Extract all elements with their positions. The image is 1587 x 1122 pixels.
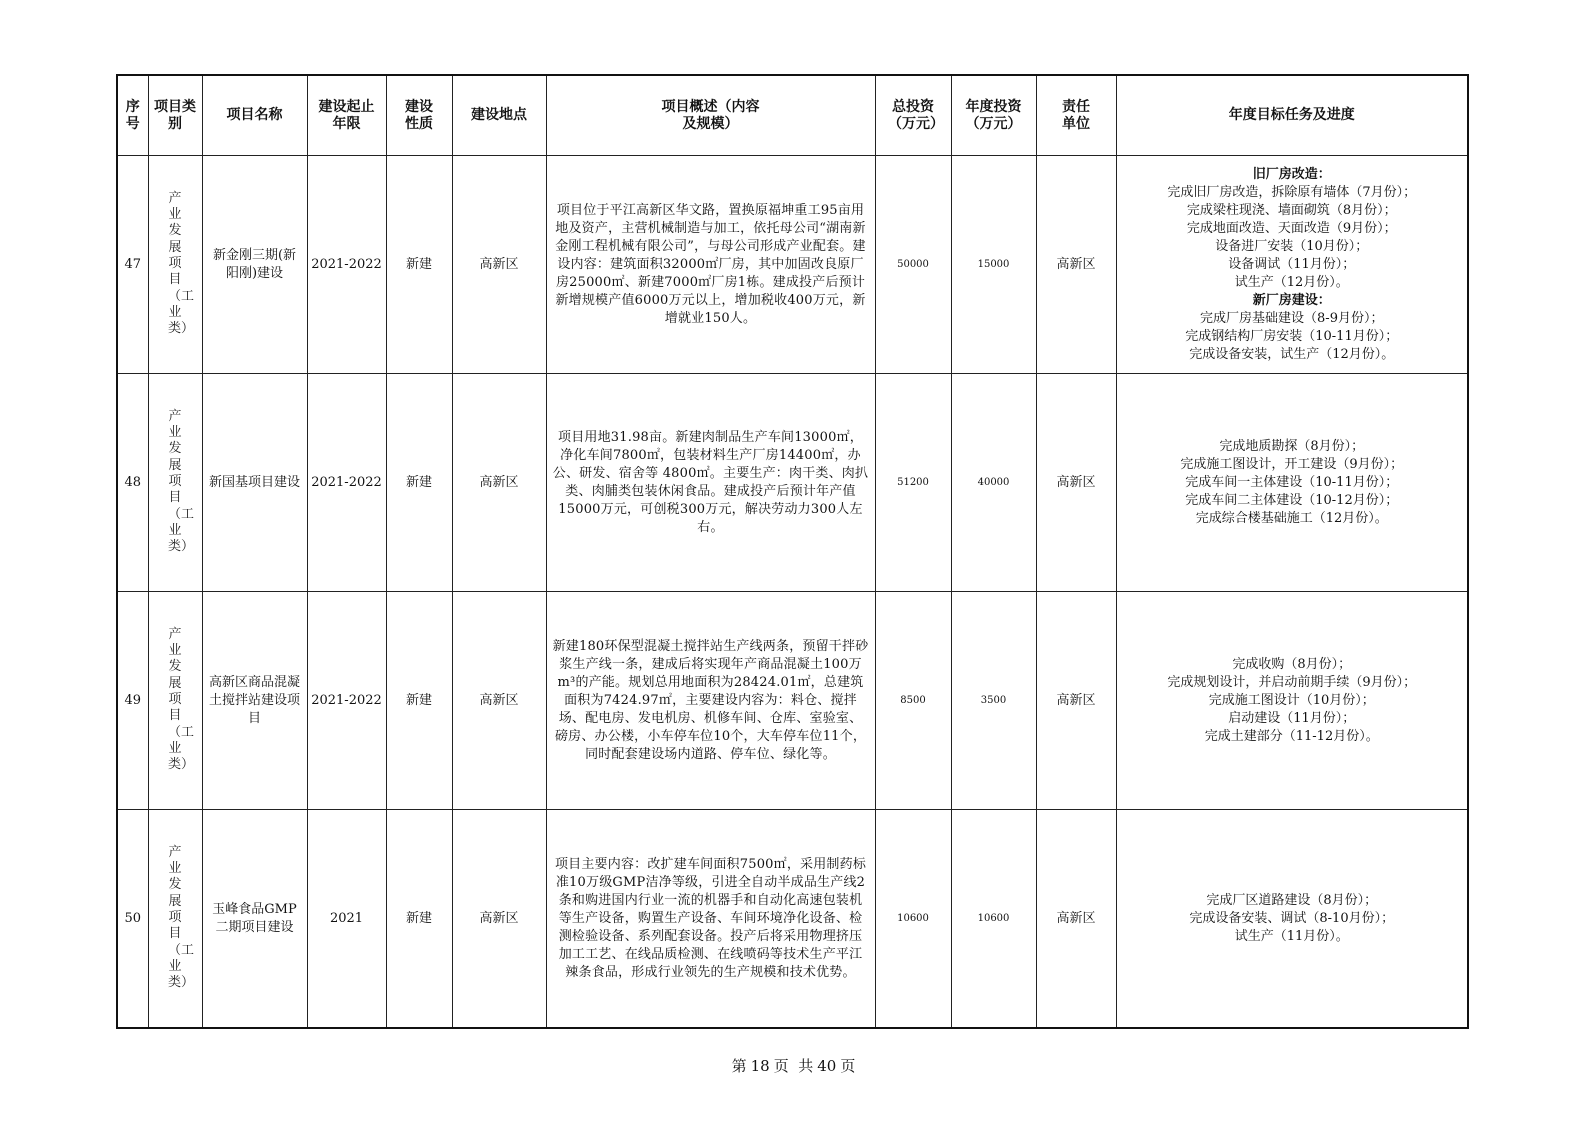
project-table <box>116 74 1469 1029</box>
cell-seq: 50 <box>117 810 148 1029</box>
footer-prefix: 第 <box>731 1057 747 1075</box>
header-tasks: 年度目标任务及进度 <box>1116 75 1468 156</box>
task-item: 设备进厂安装（10月份）； <box>1215 238 1369 254</box>
cell-category <box>148 592 202 810</box>
task-item: 完成施工图设计（10月份）； <box>1208 692 1375 708</box>
footer-total-pages: 40 <box>817 1057 837 1075</box>
header-nature <box>386 75 452 156</box>
task-item: 完成梁柱现浇、墙面砌筑（8月份）； <box>1186 202 1397 218</box>
category-text: 产业发展项目（工业类） <box>168 844 195 991</box>
cell-location: 高新区 <box>452 374 546 592</box>
footer-middle: 页 共 <box>773 1057 814 1075</box>
cell-overview: 项目主要内容：改扩建车间面积7500㎡，采用制药标准10万级GMP洁净等级，引进全自动半成品生产线2条和购进国内行业一流的机器手和自动化高速包装机等生产设备，购置生产设备、车间环境净化设备、检测检验设备、系列配套设备。投产后将采用物理挤压加工工艺、在线品质检测、在线喷码等技术生产平江辣条食品，形成行业领先的生产规模和技术优势。 <box>546 810 875 1029</box>
task-item: 完成厂区道路建设（8月份）； <box>1206 892 1378 908</box>
task-item: 完成设备安装、调试（8-10月份）； <box>1189 910 1395 926</box>
category-text: 产业发展项目（工业类） <box>168 626 195 773</box>
task-item: 完成钢结构厂房安装（10-11月份）； <box>1185 328 1399 344</box>
cell-total-investment: 50000 <box>875 156 951 374</box>
cell-location: 高新区 <box>452 592 546 810</box>
cell-name: 新国基项目建设 <box>202 374 307 592</box>
task-item: 完成地质勘探（8月份）； <box>1219 438 1365 454</box>
cell-tasks <box>1116 374 1468 592</box>
header-row <box>117 75 1468 156</box>
header-category-text: 项目类别 <box>154 98 196 132</box>
task-item: 完成旧厂房改造，拆除原有墙体（7月份）； <box>1167 184 1417 200</box>
cell-responsible: 高新区 <box>1036 374 1116 592</box>
cell-responsible: 高新区 <box>1036 810 1116 1029</box>
task-item: 完成土建部分（11-12月份）。 <box>1204 728 1379 744</box>
task-item: 完成车间二主体建设（10-12月份）； <box>1185 492 1399 508</box>
header-seq <box>117 75 148 156</box>
cell-tasks <box>1116 156 1468 374</box>
cell-seq: 48 <box>117 374 148 592</box>
cell-annual-investment: 3500 <box>951 592 1036 810</box>
cell-annual-investment: 10600 <box>951 810 1036 1029</box>
header-nature-text: 建设性质 <box>405 98 433 132</box>
task-item: 完成地面改造、天面改造（9月份）； <box>1186 220 1397 236</box>
category-text: 产业发展项目（工业类） <box>168 408 195 555</box>
task-item: 设备调试（11月份）； <box>1228 256 1356 272</box>
table-row <box>117 592 1468 810</box>
cell-total-investment: 8500 <box>875 592 951 810</box>
task-item: 试生产（11月份）。 <box>1234 928 1349 944</box>
cell-total-investment: 51200 <box>875 374 951 592</box>
page-footer <box>0 1055 1587 1076</box>
cell-name: 新金刚三期(新阳刚)建设 <box>202 156 307 374</box>
task-item: 完成厂房基础建设（8-9月份）； <box>1200 310 1384 326</box>
header-location: 建设地点 <box>452 75 546 156</box>
cell-location: 高新区 <box>452 156 546 374</box>
task-section-heading: 旧厂房改造： <box>1252 166 1331 182</box>
table-body <box>117 156 1468 1029</box>
cell-nature: 新建 <box>386 592 452 810</box>
header-responsible <box>1036 75 1116 156</box>
cell-tasks <box>1116 592 1468 810</box>
cell-overview: 项目位于平江高新区华文路，置换原福坤重工95亩用地及资产，主营机械制造与加工，依托母公司“湖南新金刚工程机械有限公司”，与母公司形成产业配套。建设内容：建筑面积32000㎡厂房，其中加固改良原厂房25000㎡、新建7000㎡厂房1栋。建成投产后预计新增规模产值6000万元以上，增加税收400万元，新增就业150人。 <box>546 156 875 374</box>
task-item: 完成规划设计，并启动前期手续（9月份）； <box>1167 674 1417 690</box>
cell-location: 高新区 <box>452 810 546 1029</box>
header-category <box>148 75 202 156</box>
cell-annual-investment: 15000 <box>951 156 1036 374</box>
header-name: 项目名称 <box>202 75 307 156</box>
cell-category <box>148 156 202 374</box>
header-overview-text: 项目概述（内容及规模） <box>661 98 760 132</box>
task-item: 完成施工图设计，开工建设（9月份）； <box>1180 456 1404 472</box>
table-row <box>117 374 1468 592</box>
category-text: 产业发展项目（工业类） <box>168 190 195 337</box>
cell-name: 高新区商品混凝土搅拌站建设项目 <box>202 592 307 810</box>
header-seq-text: 序号 <box>125 98 140 132</box>
cell-nature: 新建 <box>386 810 452 1029</box>
cell-period: 2021-2022 <box>307 592 386 810</box>
cell-nature: 新建 <box>386 156 452 374</box>
footer-suffix: 页 <box>840 1057 856 1075</box>
cell-name: 玉峰食品GMP二期项目建设 <box>202 810 307 1029</box>
cell-overview: 新建180环保型混凝土搅拌站生产线两条，预留干拌砂浆生产线一条，建成后将实现年产商品混凝土100万m³的产能。规划总用地面积为28424.01㎡，总建筑面积为7424.97㎡，主要建设内容为：料仓、搅拌场、配电房、发电机房、机修车间、仓库、室验室、磅房、办公楼，小车停车位10个，大车停车位11个，同时配套建设场内道路、停车位、绿化等。 <box>546 592 875 810</box>
cell-category <box>148 810 202 1029</box>
cell-responsible: 高新区 <box>1036 592 1116 810</box>
task-item: 完成设备安装，试生产（12月份）。 <box>1189 346 1395 362</box>
cell-period: 2021 <box>307 810 386 1029</box>
cell-total-investment: 10600 <box>875 810 951 1029</box>
cell-seq: 47 <box>117 156 148 374</box>
cell-period: 2021-2022 <box>307 374 386 592</box>
task-item: 完成收购（8月份）； <box>1232 656 1352 672</box>
cell-period: 2021-2022 <box>307 156 386 374</box>
table-row <box>117 810 1468 1029</box>
header-period <box>307 75 386 156</box>
header-responsible-text: 责任单位 <box>1062 98 1090 132</box>
header-period-text: 建设起止年限 <box>318 98 375 132</box>
task-section-heading: 新厂房建设： <box>1252 292 1331 308</box>
header-overview <box>546 75 875 156</box>
header-total-investment <box>875 75 951 156</box>
cell-responsible: 高新区 <box>1036 156 1116 374</box>
cell-tasks <box>1116 810 1468 1029</box>
task-item: 完成车间一主体建设（10-11月份）； <box>1185 474 1399 490</box>
task-item: 启动建设（11月份）； <box>1228 710 1356 726</box>
header-annual-investment <box>951 75 1036 156</box>
cell-overview: 项目用地31.98亩。新建肉制品生产车间13000㎡，净化车间7800㎡，包装材料生产厂房14400㎡，办公、研发、宿舍等 4800㎡。主要生产：肉干类、肉扒类、肉脯类包装休闲食品。建成投产后预计年产值15000万元，可创税300万元，解决劳动力300人左右。 <box>546 374 875 592</box>
header-annual-investment-text: 年度投资（万元） <box>965 98 1022 132</box>
footer-page-number: 18 <box>750 1057 770 1075</box>
header-total-investment-text: 总投资（万元） <box>888 98 944 132</box>
cell-annual-investment: 40000 <box>951 374 1036 592</box>
cell-seq: 49 <box>117 592 148 810</box>
table-row <box>117 156 1468 374</box>
cell-category <box>148 374 202 592</box>
cell-nature: 新建 <box>386 374 452 592</box>
task-item: 完成综合楼基础施工（12月份）。 <box>1195 510 1388 526</box>
task-item: 试生产（12月份）。 <box>1234 274 1349 290</box>
